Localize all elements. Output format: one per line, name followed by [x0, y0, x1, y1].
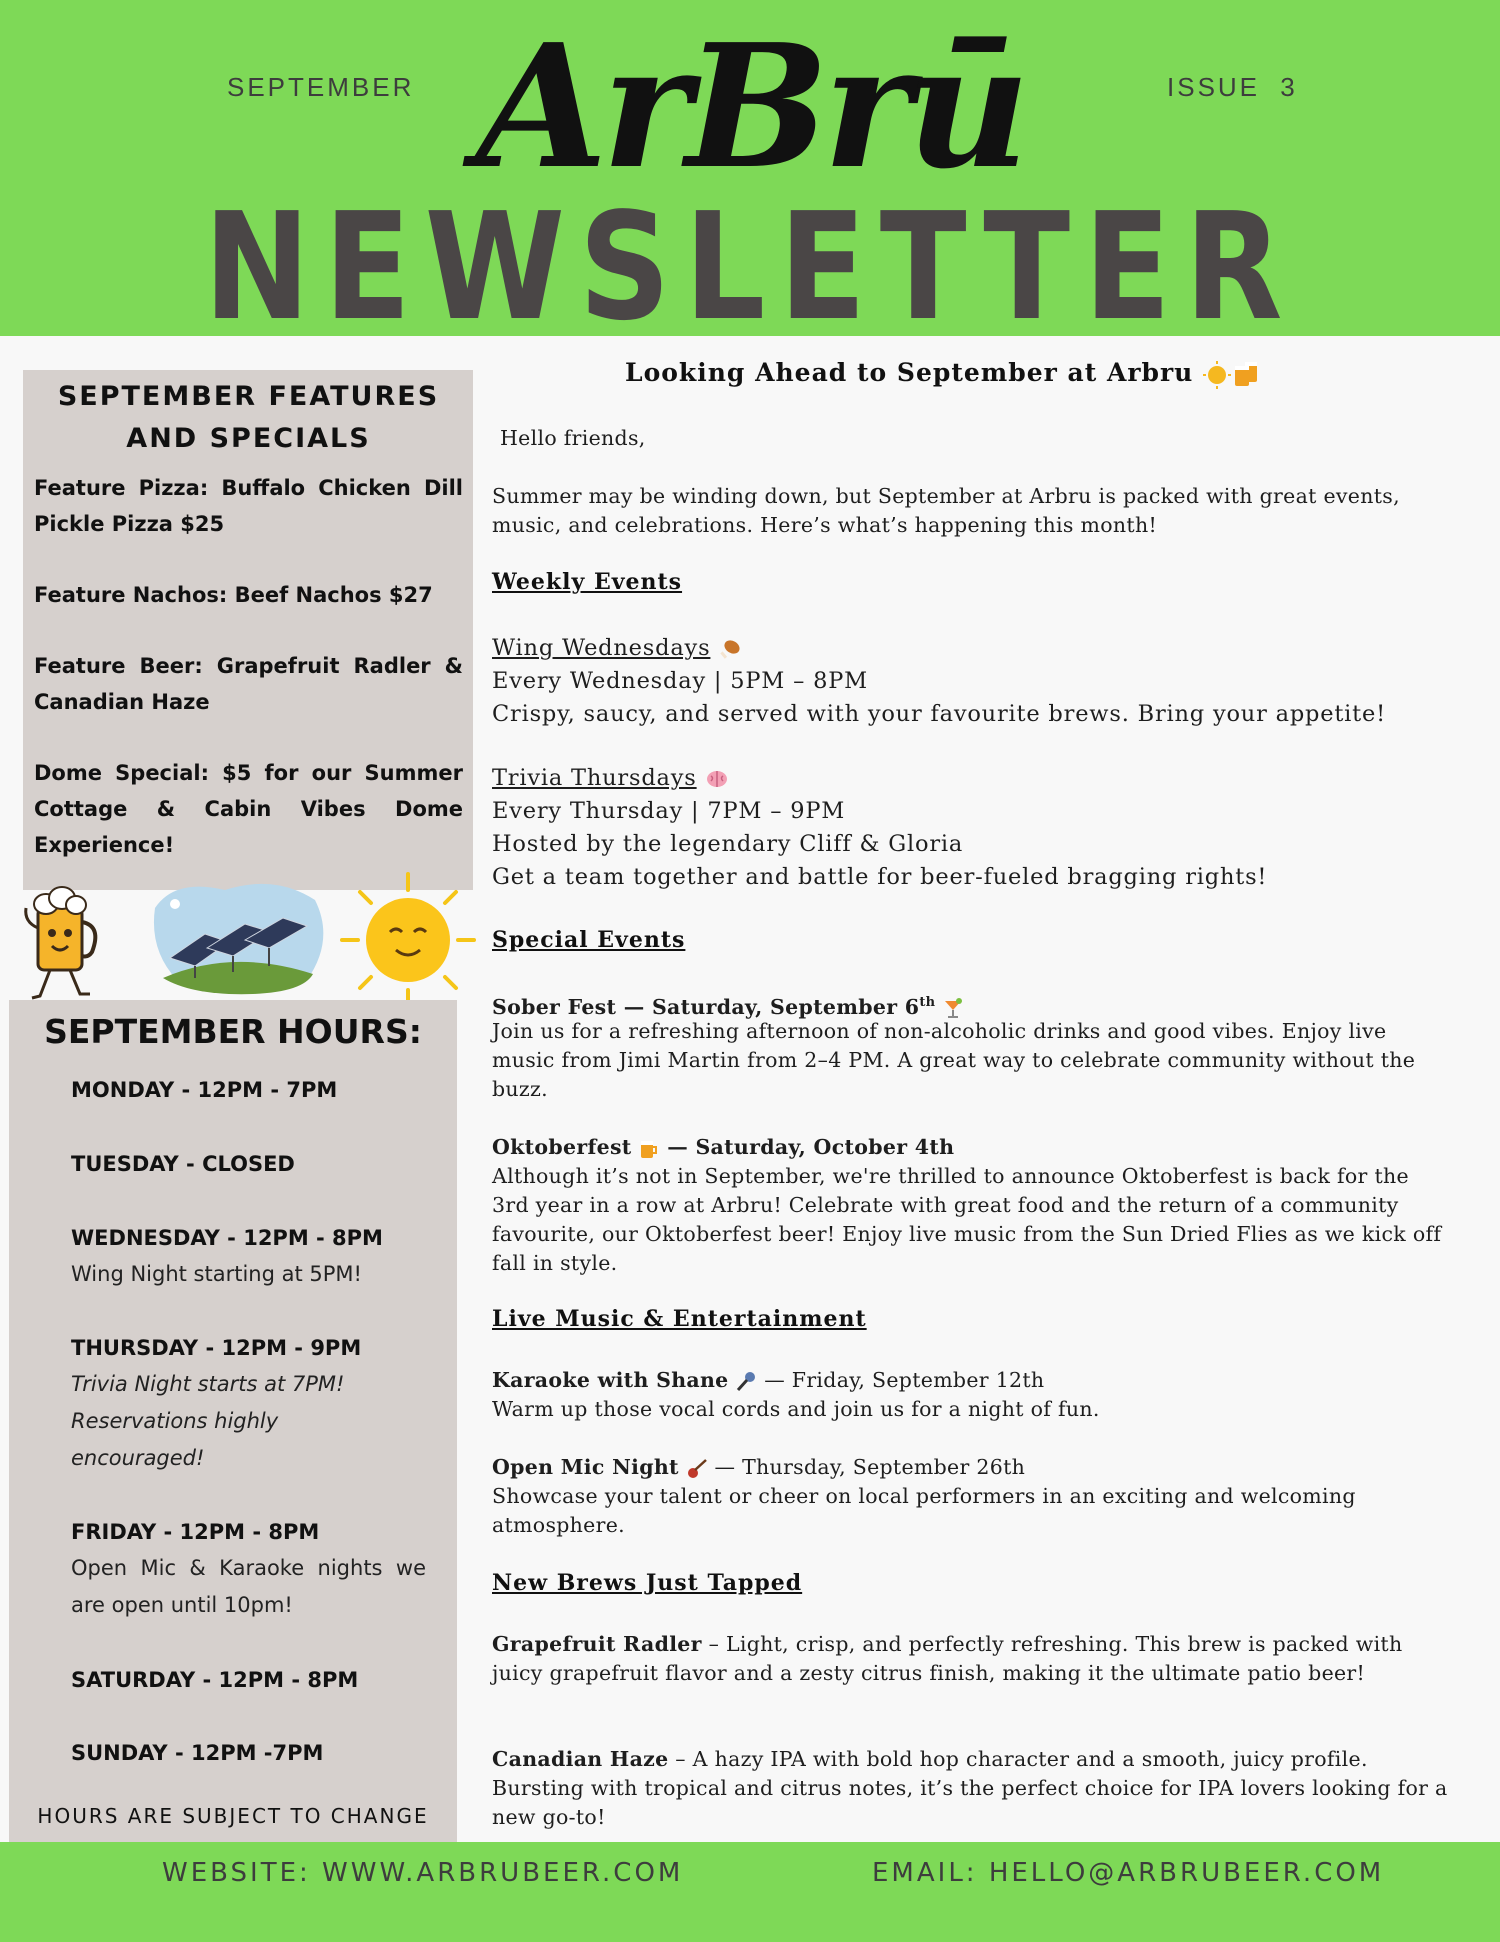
live-music-heading: Live Music & Entertainment — [492, 1306, 867, 1332]
footer-banner — [0, 1842, 1500, 1942]
trivia-time: Every Thursday | 7PM – 9PM — [492, 798, 846, 824]
hours-thursday: THURSDAY - 12PM - 9PM — [71, 1336, 362, 1360]
hours-friday: FRIDAY - 12PM - 8PM — [71, 1520, 320, 1544]
okto-title-a: Oktoberfest — [492, 1135, 632, 1159]
hours-panel — [9, 1000, 457, 1842]
brain-icon — [705, 767, 729, 791]
issue-number: ISSUE 3 — [1167, 72, 1298, 102]
karaoke-title-text: Karaoke with Shane — [492, 1368, 729, 1392]
trivia-host: Hosted by the legendary Cliff & Gloria — [492, 831, 964, 857]
beer-mug-icon — [638, 1138, 660, 1160]
solar-panel-illustration — [145, 878, 330, 998]
karaoke-description: Warm up those vocal cords and join us for a night of fun. — [492, 1397, 1100, 1421]
karaoke-title — [492, 1366, 1452, 1395]
weekly-events-heading: Weekly Events — [492, 569, 683, 595]
logo-text: ArBrū — [475, 7, 1025, 206]
trivia-thursdays — [492, 762, 1452, 795]
feature-nachos: Feature Nachos: Beef Nachos $27 — [34, 583, 433, 607]
main-title — [625, 358, 1263, 390]
microphone-icon — [735, 1371, 757, 1393]
trivia-description: Get a team together and battle for beer-fueled bragging rights! — [492, 864, 1268, 890]
haze-description: – A hazy IPA with bold hop character and a smooth, juicy profile. Bursting with tropical and citrus notes, it’s the perfect choice for IPA lovers looking for a new go-to! — [492, 1747, 1448, 1829]
main-title-text: Looking Ahead to September at Arbru — [625, 358, 1194, 387]
hours-tuesday: TUESDAY - CLOSED — [71, 1152, 295, 1176]
special-events-heading: Special Events — [492, 927, 686, 953]
arbru-logo — [420, 6, 1080, 206]
beer-mug-illustration — [14, 878, 114, 1008]
footer-website[interactable]: WEBSITE: WWW.ARBRUBEER.COM — [162, 1858, 684, 1888]
greeting: Hello friends, — [500, 426, 646, 450]
guitar-icon — [686, 1458, 708, 1480]
mic-title-text: Open Mic Night — [492, 1455, 679, 1479]
features-panel — [23, 370, 473, 890]
hours-monday: MONDAY - 12PM - 7PM — [71, 1078, 338, 1102]
wing-wednesdays — [492, 632, 1452, 665]
wing-description: Crispy, saucy, and served with your favourite brews. Bring your appetite! — [492, 701, 1386, 727]
oktoberfest-description: Although it’s not in September, we're thrilled to announce Oktoberfest is back for the 3rd year in a row at Arbru! Celebrate with great food and the return of a community favourite, our Oktoberfest beer! Enjoy live music from the Sun Dried Flies as we kick off fall in style. — [492, 1164, 1442, 1275]
okto-title-b: — Saturday, October 4th — [667, 1135, 955, 1159]
issue-month: SEPTEMBER — [227, 72, 415, 102]
intro-paragraph: Summer may be winding down, but September at Arbru is packed with great events, music, and celebrations. Here’s what’s happening this month! — [492, 484, 1400, 537]
hours-saturday: SATURDAY - 12PM - 8PM — [71, 1668, 359, 1692]
newsletter-title: NEWSLETTER — [203, 181, 1297, 353]
hours-wednesday-note: Wing Night starting at 5PM! — [71, 1262, 362, 1286]
karaoke-date: — Friday, September 12th — [764, 1368, 1045, 1392]
open-mic-description: Showcase your talent or cheer on local performers in an exciting and welcoming atmosphere. — [492, 1484, 1356, 1537]
hours-thursday-note: Trivia Night starts at 7PM! Reservations highly encouraged! — [71, 1372, 345, 1470]
trivia-title: Trivia Thursdays — [492, 765, 697, 791]
features-title: SEPTEMBER FEATURES AND SPECIALS — [57, 381, 440, 454]
oktoberfest-title — [492, 1133, 1452, 1162]
feature-pizza: Feature Pizza: Buffalo Chicken Dill Pickle Pizza $25 — [34, 476, 463, 536]
sober-fest-description: Join us for a refreshing afternoon of non-alcoholic drinks and good vibes. Enjoy live music from Jimi Martin from 2–4 PM. A great way to celebrate community without the buzz. — [492, 1019, 1416, 1101]
footer-email[interactable]: EMAIL: HELLO@ARBRUBEER.COM — [872, 1858, 1385, 1888]
new-brews-heading: New Brews Just Tapped — [492, 1570, 803, 1596]
open-mic-title — [492, 1453, 1452, 1482]
hours-sunday: SUNDAY - 12PM -7PM — [71, 1741, 324, 1765]
canadian-haze — [492, 1745, 1452, 1832]
hours-title: SEPTEMBER HOURS: — [44, 1012, 422, 1051]
haze-title: Canadian Haze — [492, 1747, 669, 1771]
chicken-leg-icon — [718, 637, 742, 661]
feature-beer: Feature Beer: Grapefruit Radler & Canadian Haze — [34, 654, 463, 714]
mic-date: — Thursday, September 26th — [714, 1455, 1026, 1479]
hours-friday-note: Open Mic & Karaoke nights we are open until 10pm! — [71, 1556, 426, 1617]
hours-wednesday: WEDNESDAY - 12PM - 8PM — [71, 1226, 383, 1250]
radler-title: Grapefruit Radler — [492, 1632, 702, 1656]
grapefruit-radler — [492, 1630, 1452, 1688]
dome-special: Dome Special: $5 for our Summer Cottage & Cabin Vibes Dome Experience! — [34, 761, 463, 857]
wing-title: Wing Wednesdays — [492, 635, 711, 661]
hours-disclaimer: HOURS ARE SUBJECT TO CHANGE — [37, 1804, 429, 1828]
sun-beer-emoji-icon — [1203, 360, 1263, 390]
header-banner — [0, 0, 1500, 353]
sun-illustration — [338, 870, 478, 1010]
radler-description: – Light, crisp, and perfectly refreshing. This brew is packed with juicy grapefruit flavor and a zesty citrus finish, making it the ultimate patio beer! — [492, 1632, 1403, 1685]
sober-title-sup: th — [919, 995, 936, 1010]
sober-title-text: Sober Fest — Saturday, September 6 — [492, 994, 920, 1019]
wing-time: Every Wednesday | 5PM – 8PM — [492, 668, 868, 694]
